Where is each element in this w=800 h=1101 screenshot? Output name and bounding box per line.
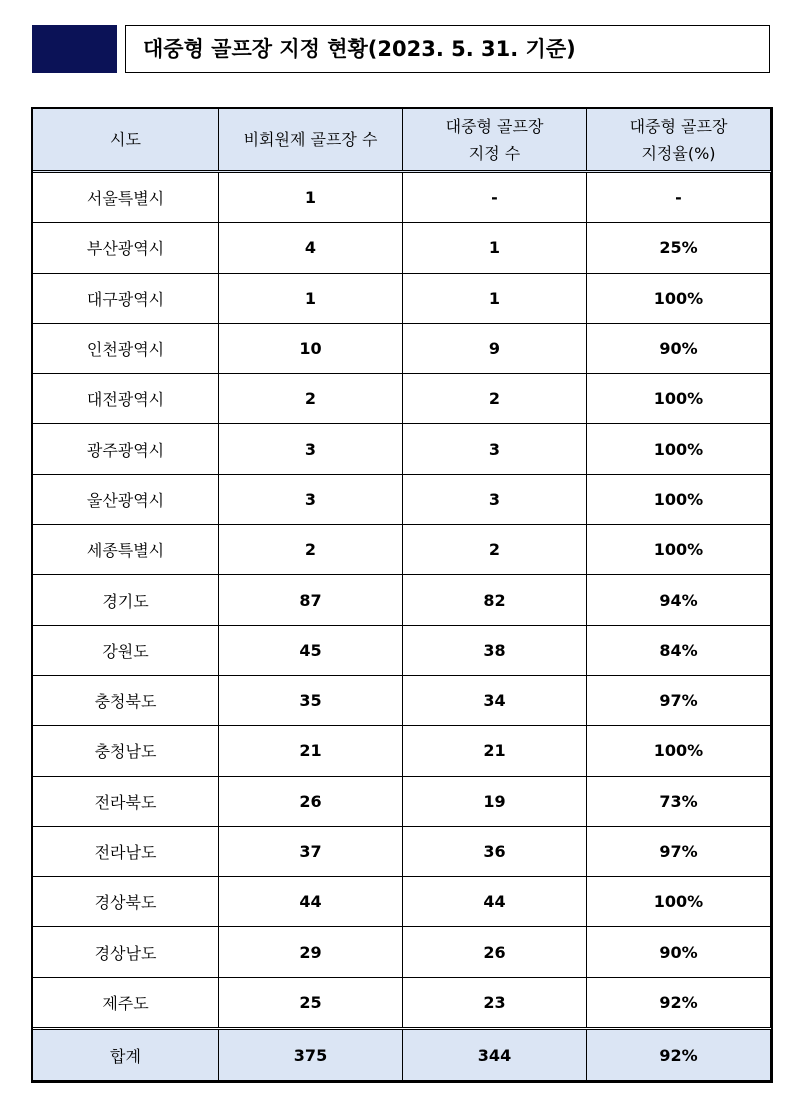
table-header-row [33, 109, 771, 172]
row-region: 강원도 [33, 625, 219, 675]
row-designated-count: 23 [403, 977, 587, 1028]
header-nonmember-count: 비회원제 골프장 수 [219, 109, 403, 172]
title-bar [32, 25, 770, 73]
row-designation-rate: 90% [587, 323, 771, 373]
row-nonmember-count: 1 [219, 172, 403, 223]
row-nonmember-count: 87 [219, 575, 403, 625]
row-designation-rate: 97% [587, 826, 771, 876]
table-row [33, 776, 771, 826]
row-designated-count: 82 [403, 575, 587, 625]
row-designated-count: 26 [403, 927, 587, 977]
row-designation-rate: 100% [587, 374, 771, 424]
row-designation-rate: - [587, 172, 771, 223]
row-designation-rate: 94% [587, 575, 771, 625]
row-designation-rate: 100% [587, 273, 771, 323]
table-row [33, 424, 771, 474]
total-nonmember-count: 375 [219, 1029, 403, 1081]
row-region: 인천광역시 [33, 323, 219, 373]
table-row [33, 323, 771, 373]
row-nonmember-count: 10 [219, 323, 403, 373]
header-region: 시도 [33, 109, 219, 172]
row-nonmember-count: 4 [219, 223, 403, 273]
row-designation-rate: 25% [587, 223, 771, 273]
row-designation-rate: 90% [587, 927, 771, 977]
title-box [125, 25, 770, 73]
table-total-row [33, 1029, 771, 1081]
row-designated-count: 1 [403, 273, 587, 323]
row-designated-count: 19 [403, 776, 587, 826]
row-region: 세종특별시 [33, 525, 219, 575]
row-designation-rate: 100% [587, 525, 771, 575]
row-designated-count: 3 [403, 474, 587, 524]
row-region: 전라북도 [33, 776, 219, 826]
row-designation-rate: 100% [587, 424, 771, 474]
table-row [33, 172, 771, 223]
row-region: 대구광역시 [33, 273, 219, 323]
golf-course-table [32, 108, 771, 1081]
row-nonmember-count: 2 [219, 525, 403, 575]
table-row [33, 675, 771, 725]
row-nonmember-count: 26 [219, 776, 403, 826]
table-row [33, 575, 771, 625]
row-region: 제주도 [33, 977, 219, 1028]
row-nonmember-count: 3 [219, 424, 403, 474]
table-row [33, 625, 771, 675]
total-label: 합계 [33, 1029, 219, 1081]
row-designation-rate: 97% [587, 675, 771, 725]
row-designated-count: 44 [403, 877, 587, 927]
row-designated-count: 34 [403, 675, 587, 725]
row-designation-rate: 100% [587, 726, 771, 776]
row-region: 대전광역시 [33, 374, 219, 424]
table-row [33, 374, 771, 424]
row-designation-rate: 100% [587, 877, 771, 927]
row-nonmember-count: 3 [219, 474, 403, 524]
row-region: 전라남도 [33, 826, 219, 876]
row-designation-rate: 84% [587, 625, 771, 675]
row-designated-count: 1 [403, 223, 587, 273]
row-nonmember-count: 29 [219, 927, 403, 977]
row-region: 광주광역시 [33, 424, 219, 474]
total-designation-rate: 92% [587, 1029, 771, 1081]
row-nonmember-count: 25 [219, 977, 403, 1028]
row-designated-count: 21 [403, 726, 587, 776]
row-region: 울산광역시 [33, 474, 219, 524]
table-row [33, 223, 771, 273]
row-designated-count: 3 [403, 424, 587, 474]
total-designated-count: 344 [403, 1029, 587, 1081]
row-region: 서울특별시 [33, 172, 219, 223]
row-designated-count: - [403, 172, 587, 223]
row-nonmember-count: 44 [219, 877, 403, 927]
row-nonmember-count: 35 [219, 675, 403, 725]
row-designation-rate: 100% [587, 474, 771, 524]
row-nonmember-count: 21 [219, 726, 403, 776]
row-nonmember-count: 37 [219, 826, 403, 876]
table-row [33, 273, 771, 323]
row-region: 충청남도 [33, 726, 219, 776]
table-row [33, 726, 771, 776]
row-designated-count: 2 [403, 374, 587, 424]
row-region: 경상북도 [33, 877, 219, 927]
header-designation-rate: 대중형 골프장 지정율(%) [587, 109, 771, 172]
row-region: 경상남도 [33, 927, 219, 977]
row-region: 충청북도 [33, 675, 219, 725]
row-designated-count: 36 [403, 826, 587, 876]
row-designated-count: 9 [403, 323, 587, 373]
table-row [33, 977, 771, 1028]
table-row [33, 927, 771, 977]
header-designated-count: 대중형 골프장 지정 수 [403, 109, 587, 172]
row-designated-count: 38 [403, 625, 587, 675]
title-accent-block [32, 25, 117, 73]
row-nonmember-count: 45 [219, 625, 403, 675]
table-row [33, 877, 771, 927]
row-nonmember-count: 2 [219, 374, 403, 424]
table-row [33, 826, 771, 876]
row-designation-rate: 73% [587, 776, 771, 826]
table-row [33, 525, 771, 575]
row-region: 경기도 [33, 575, 219, 625]
page-title: 대중형 골프장 지정 현황(2023. 5. 31. 기준) [143, 37, 576, 61]
row-designation-rate: 92% [587, 977, 771, 1028]
table-row [33, 474, 771, 524]
row-designated-count: 2 [403, 525, 587, 575]
row-nonmember-count: 1 [219, 273, 403, 323]
row-region: 부산광역시 [33, 223, 219, 273]
